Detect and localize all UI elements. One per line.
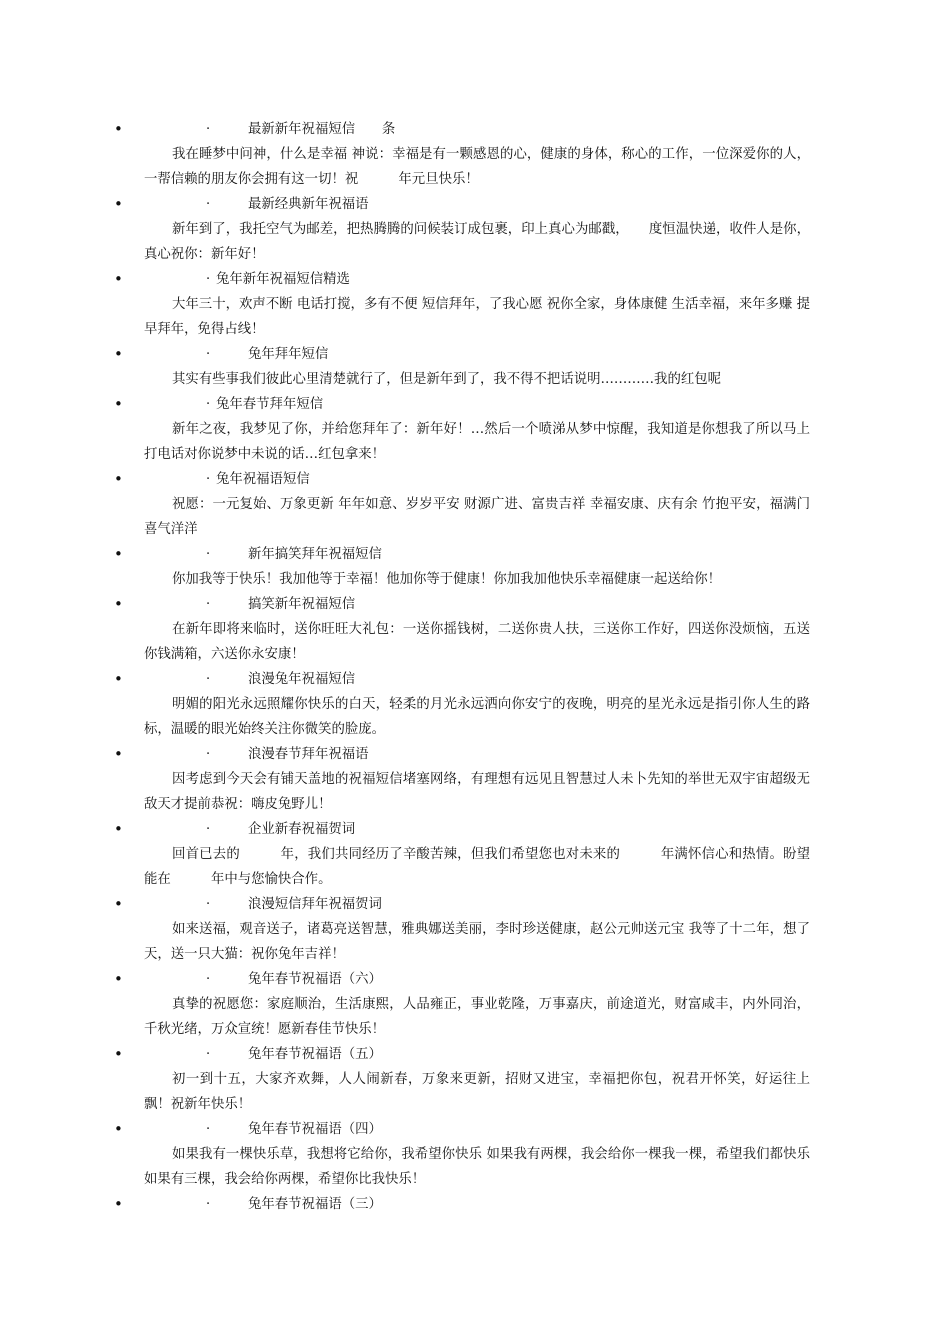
entry-title: 兔年春节祝福语（三）	[248, 1197, 382, 1212]
sub-bullet-icon: ·	[206, 122, 211, 137]
sub-bullet-icon: ·	[206, 972, 211, 987]
sub-bullet-icon: ·	[206, 397, 211, 412]
entry-body: 你加我等于快乐！我加他等于幸福！他加你等于健康！你加我加他快乐幸福健康一起送给你！	[172, 572, 722, 587]
entry-title: 新年搞笑拜年祝福短信	[248, 547, 382, 562]
entry-title: 最新经典新年祝福语	[248, 197, 369, 212]
entry-title: 兔年新年祝福短信精选	[216, 272, 350, 287]
sub-bullet-icon: ·	[206, 1122, 211, 1137]
list-item	[0, 817, 950, 892]
bullet-icon: •	[114, 345, 123, 363]
entry-body: 祝愿：一元复始、万象更新 年年如意、岁岁平安 财源广进、富贵吉祥 幸福安康、庆有余 竹抱平安，福满门 喜气洋洋	[144, 497, 810, 537]
sub-bullet-icon: ·	[206, 272, 211, 287]
entry-heading-row	[0, 817, 950, 842]
sub-bullet-icon: ·	[206, 897, 211, 912]
entry-title: 最新新年祝福短信 条	[248, 122, 396, 137]
bullet-icon: •	[114, 1120, 123, 1138]
list-item	[0, 1042, 950, 1117]
entry-body: 真挚的祝愿您：家庭顺治，生活康熙，人品雍正，事业乾隆，万事嘉庆，前途道光，财富咸丰，内外同治，千秋光绪，万众宣统！愿新春佳节快乐！	[144, 997, 810, 1037]
list-item	[0, 267, 950, 342]
sub-bullet-icon: ·	[206, 347, 211, 362]
sub-bullet-icon: ·	[206, 672, 211, 687]
entry-body: 我在睡梦中问神，什么是幸福 神说：幸福是有一颗感恩的心，健康的身体，称心的工作，一位深爱你的人，一帮信赖的朋友你会拥有这一切！祝 年元旦快乐！	[144, 147, 810, 187]
entry-heading-row	[0, 667, 950, 692]
entry-heading-row	[0, 267, 950, 292]
entry-heading-row	[0, 467, 950, 492]
sub-bullet-icon: ·	[206, 1047, 211, 1062]
bullet-icon: •	[114, 1045, 123, 1063]
entry-heading-row	[0, 192, 950, 217]
bullet-icon: •	[114, 545, 123, 563]
list-item	[0, 1192, 950, 1217]
list-item	[0, 592, 950, 667]
entry-title: 搞笑新年祝福短信	[248, 597, 356, 612]
list-item	[0, 1117, 950, 1192]
entry-heading-row	[0, 392, 950, 417]
sub-bullet-icon: ·	[206, 1197, 211, 1212]
entry-heading-row	[0, 1042, 950, 1067]
bullet-icon: •	[114, 970, 123, 988]
sub-bullet-icon: ·	[206, 747, 211, 762]
entry-heading-row	[0, 117, 950, 142]
list-item	[0, 467, 950, 542]
bullet-icon: •	[114, 470, 123, 488]
entry-body: 在新年即将来临时，送你旺旺大礼包：一送你摇钱树，二送你贵人扶，三送你工作好，四送你没烦恼，五送你钱满箱，六送你永安康！	[144, 622, 810, 662]
entry-title: 兔年春节祝福语（六）	[248, 972, 382, 987]
bullet-icon: •	[114, 1195, 123, 1213]
list-item	[0, 667, 950, 742]
entry-body: 新年之夜，我梦见了你，并给您拜年了：新年好！…然后一个喷涕从梦中惊醒，我知道是你想我了所以马上打电话对你说梦中未说的话…红包拿来！	[144, 422, 810, 462]
entry-title: 兔年春节拜年短信	[216, 397, 324, 412]
entry-body: 因考虑到今天会有铺天盖地的祝福短信堵塞网络，有理想有远见且智慧过人未卜先知的举世无双宇宙超级无敌天才提前恭祝：嗨皮兔野儿！	[144, 772, 810, 812]
greeting-list	[0, 117, 950, 1217]
list-item	[0, 542, 950, 592]
entry-body: 大年三十，欢声不断 电话打搅，多有不便 短信拜年，了我心愿 祝你全家，身体康健 生活幸福，来年多赚 提早拜年，免得占线！	[144, 297, 810, 337]
entry-heading-row	[0, 892, 950, 917]
bullet-icon: •	[114, 120, 123, 138]
list-item	[0, 392, 950, 467]
entry-body: 明媚的阳光永远照耀你快乐的白天，轻柔的月光永远洒向你安宁的夜晚，明亮的星光永远是指引你人生的路标，温暖的眼光始终关注你微笑的脸庞。	[144, 697, 810, 737]
entry-body: 回首已去的 年，我们共同经历了辛酸苦辣，但我们希望您也对未来的 年满怀信心和热情。盼望能在 年中与您愉快合作。	[144, 847, 810, 887]
list-item	[0, 192, 950, 267]
entry-body: 如果我有一棵快乐草，我想将它给你，我希望你快乐 如果我有两棵，我会给你一棵我一棵，希望我们都快乐 如果有三棵，我会给你两棵，希望你比我快乐！	[144, 1147, 810, 1187]
entry-body: 新年到了，我托空气为邮差，把热腾腾的问候装订成包裹，印上真心为邮戳， 度恒温快递，收件人是你，真心祝你：新年好！	[144, 222, 810, 262]
entry-title: 浪漫兔年祝福短信	[248, 672, 356, 687]
entry-heading-row	[0, 342, 950, 367]
entry-title: 浪漫春节拜年祝福语	[248, 747, 369, 762]
entry-title: 企业新春祝福贺词	[248, 822, 356, 837]
sub-bullet-icon: ·	[206, 597, 211, 612]
bullet-icon: •	[114, 745, 123, 763]
entry-heading-row	[0, 592, 950, 617]
list-item	[0, 892, 950, 967]
entry-title: 兔年拜年短信	[248, 347, 329, 362]
bullet-icon: •	[114, 595, 123, 613]
list-item	[0, 742, 950, 817]
list-item	[0, 117, 950, 192]
sub-bullet-icon: ·	[206, 472, 211, 487]
list-item	[0, 342, 950, 392]
bullet-icon: •	[114, 270, 123, 288]
entry-title: 兔年春节祝福语（五）	[248, 1047, 382, 1062]
entry-body: 其实有些事我们彼此心里清楚就行了，但是新年到了，我不得不把话说明…………我的红包呢	[172, 372, 722, 387]
entry-title: 兔年春节祝福语（四）	[248, 1122, 382, 1137]
bullet-icon: •	[114, 395, 123, 413]
bullet-icon: •	[114, 895, 123, 913]
bullet-icon: •	[114, 195, 123, 213]
entry-heading-row	[0, 1192, 950, 1217]
entry-title: 兔年祝福语短信	[216, 472, 310, 487]
entry-heading-row	[0, 967, 950, 992]
bullet-icon: •	[114, 670, 123, 688]
sub-bullet-icon: ·	[206, 197, 211, 212]
entry-heading-row	[0, 1117, 950, 1142]
sub-bullet-icon: ·	[206, 822, 211, 837]
entry-body: 初一到十五，大家齐欢舞，人人闹新春，万象来更新，招财又进宝，幸福把你包，祝君开怀笑，好运往上飘！祝新年快乐！	[144, 1072, 810, 1112]
entry-body: 如来送福，观音送子，诸葛亮送智慧，雅典娜送美丽，李时珍送健康，赵公元帅送元宝 我等了十二年，想了 天，送一只大猫：祝你兔年吉祥！	[144, 922, 837, 962]
entry-title: 浪漫短信拜年祝福贺词	[248, 897, 382, 912]
entry-heading-row	[0, 542, 950, 567]
bullet-icon: •	[114, 820, 123, 838]
list-item	[0, 967, 950, 1042]
entry-heading-row	[0, 742, 950, 767]
sub-bullet-icon: ·	[206, 547, 211, 562]
